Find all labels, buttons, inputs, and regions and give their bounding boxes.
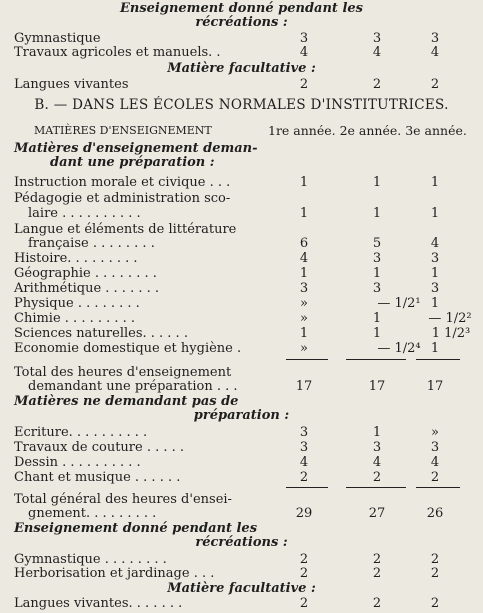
recreation-heading-a-cont: récréations : (195, 15, 288, 30)
table-row: Chant et musique . . . . . . 2 2 2 (14, 470, 440, 485)
table-row: Physique . . . . . . . . » — 1/2¹ 1 (14, 296, 440, 311)
total-prep-label: Total des heures d'enseignement (14, 365, 232, 380)
table-row: Economie domestique et hygiène . » — 1/2⁴ 1 (14, 341, 440, 356)
table-row: Chimie . . . . . . . . . » 1 — 1/2² (14, 311, 472, 326)
sum-rule (286, 487, 328, 488)
table-row: Histoire. . . . . . . . . 4 3 3 (14, 251, 440, 266)
table-row: Dessin . . . . . . . . . . 4 4 4 (14, 455, 440, 470)
noprep-heading: Matières ne demandant pas de (14, 394, 239, 409)
table-row: française . . . . . . . . 6 5 4 (28, 236, 440, 251)
table-row: Herborisation et jardinage . . . 2 2 2 (14, 566, 440, 581)
table-row: Travaux agricoles et manuels. . 4 4 4 (14, 45, 440, 60)
total-prep-row: demandant une préparation . . . 17 17 17 (28, 379, 444, 394)
table-row: Gymnastique . . . . . . . . 2 2 2 (14, 552, 440, 567)
table-row: Instruction morale et civique . . . 1 1 1 (14, 175, 440, 190)
sum-rule (416, 487, 460, 488)
section-b-title: B. — DANS LES ÉCOLES NORMALES D'INSTITUTRICES. (34, 97, 449, 113)
total-gen-row: gnement. . . . . . . . . 29 27 26 (28, 506, 444, 521)
sum-rule (346, 487, 406, 488)
total-gen-label: Total général des heures d'ensei- (14, 492, 232, 507)
sum-rule (286, 359, 328, 360)
recreation-heading-b: Enseignement donné pendant les (14, 521, 258, 536)
recreation-heading-b-cont: récréations : (195, 535, 288, 550)
facultative-heading-b: Matière facultative : (167, 581, 316, 596)
recreation-heading-a: Enseignement donné pendant les (119, 1, 363, 16)
table-row: Pédagogie et administration sco- (14, 191, 231, 206)
sum-rule (416, 359, 460, 360)
table-row: Langue et éléments de littérature (14, 222, 237, 237)
prep-heading-cont: dant une préparation : (50, 155, 215, 170)
sum-rule (346, 359, 406, 360)
table-row: Langues vivantes 2 2 2 (14, 77, 440, 92)
table-row: Langues vivantes. . . . . . . 2 2 2 (14, 596, 440, 611)
table-row: laire . . . . . . . . . . 1 1 1 (28, 206, 440, 221)
table-row: Arithmétique . . . . . . . 3 3 3 (14, 281, 440, 296)
table-row: Travaux de couture . . . . . 3 3 3 (14, 440, 440, 455)
table-row: Gymnastique 3 3 3 (14, 31, 440, 46)
column-header-row: MATIÈRES D'ENSEIGNEMENT 1re année. 2e année. 3e année. (34, 123, 467, 138)
table-row: Sciences naturelles. . . . . . 1 1 1 1/2³ (14, 326, 471, 341)
table-row: Géographie . . . . . . . . 1 1 1 (14, 266, 440, 281)
facultative-heading-a: Matière facultative : (167, 61, 316, 76)
noprep-heading-cont: préparation : (193, 408, 290, 423)
prep-heading: Matières d'enseignement deman- (14, 141, 258, 156)
table-row: Ecriture. . . . . . . . . . 3 1 » (14, 425, 439, 440)
